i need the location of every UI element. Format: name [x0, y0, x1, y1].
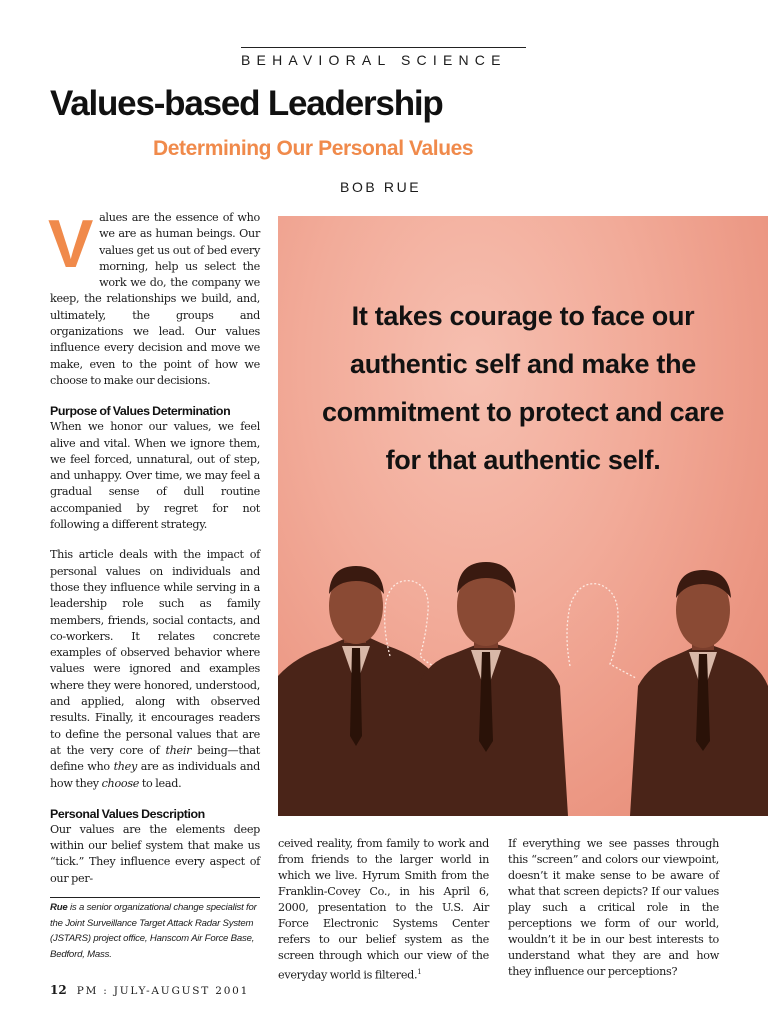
purpose-text-c: are as individuals and how they — [50, 760, 260, 790]
intro-paragraph — [48, 206, 260, 389]
man-figure-right — [630, 570, 768, 816]
column-3 — [508, 836, 719, 980]
article-subtitle: Determining Our Personal Values — [153, 137, 474, 160]
column-2-text: ceived reality, from family to work and from friends to the larger world in which we live. Hyrum Smith from the Franklin-Covey Co., in his April 6, 2000, presentation to the U.S. Air Force Electronic Systems Center refers to our belief system as the screen through which our view of the everyday world is filtered. — [278, 837, 489, 982]
publication-info: PM : JULY-AUGUST 2001 — [76, 985, 250, 997]
column-3-paragraph: If everything we see passes through this “screen” and colors our viewpoint, doesn’t it make sense to be aware of what that screen depicts? If our values play such a critical role in the perceptions we form of our world, wouldn’t it be in our best interests to understand what they are and how they influence our perceptions? — [508, 837, 719, 978]
man-figure-center — [408, 562, 568, 816]
emphasis-choose: choose — [101, 776, 140, 790]
bio-divider — [50, 897, 260, 898]
purpose-paragraph-1: When we honor our values, we feel alive and vital. When we ignore them, we feel forced, unnatural, out of step, and unhappy. Over time, we may feel a gradual sense of dull routine accompanied by regret for not following a different strategy. — [50, 420, 260, 532]
purpose-text-b: being—that define who — [50, 743, 260, 774]
emphasis-they: they — [113, 760, 138, 774]
page-footer — [50, 983, 249, 997]
drop-cap: V — [48, 206, 94, 282]
outline-head-right — [567, 584, 636, 678]
heading-purpose: Purpose of Values Determination — [50, 404, 231, 419]
illustration-panel — [278, 216, 768, 816]
emphasis-their: their — [165, 743, 192, 757]
intro-text: alues are the essence of who we are as human beings. Our values get us out of bed every morning, help us select the work we do, the company we keep, the relationships we build, and, ultimately, the groups and organizations we lead. Our values influence every decision and move we make, even to the point of how we choose to make our decisions. — [50, 211, 260, 387]
author-byline: BOB RUE — [340, 179, 422, 195]
column-2 — [278, 836, 489, 984]
bio-name: Rue — [50, 902, 68, 913]
column-1 — [48, 206, 260, 887]
section-label: BEHAVIORAL SCIENCE — [241, 47, 526, 68]
article-title: Values-based Leadership — [50, 84, 443, 123]
heading-description: Personal Values Description — [50, 806, 205, 821]
author-bio — [50, 900, 264, 962]
page-number: 12 — [50, 983, 67, 997]
purpose-text-a: This article deals with the impact of personal values on individuals and those they influence while serving in a leadership role such as family members, friends, social contacts, and co-workers. It relates concrete examples of observed behavior where values were ignored and examples where they were honored, understood, and applied, along with observed results. Finally, it encourages readers to define the personal values that are at the very core of — [50, 548, 260, 757]
column-2-paragraph — [278, 836, 489, 984]
description-paragraph: Our values are the elements deep within our belief system that make us “tick.” They influence every aspect of our per- — [50, 822, 260, 885]
purpose-paragraph-2 — [50, 547, 260, 791]
purpose-text-d: to lead. — [139, 776, 182, 790]
footnote-reference: 1 — [417, 968, 422, 976]
pull-quote: It takes courage to face our authentic self and make the commitment to protect and care for that authentic self. — [321, 301, 725, 475]
bio-text: is a senior organizational change specialist for the Joint Surveillance Target Attack Radar System (JSTARS) project office, Hanscom Air Force Base, Bedford, Mass. — [50, 902, 257, 960]
